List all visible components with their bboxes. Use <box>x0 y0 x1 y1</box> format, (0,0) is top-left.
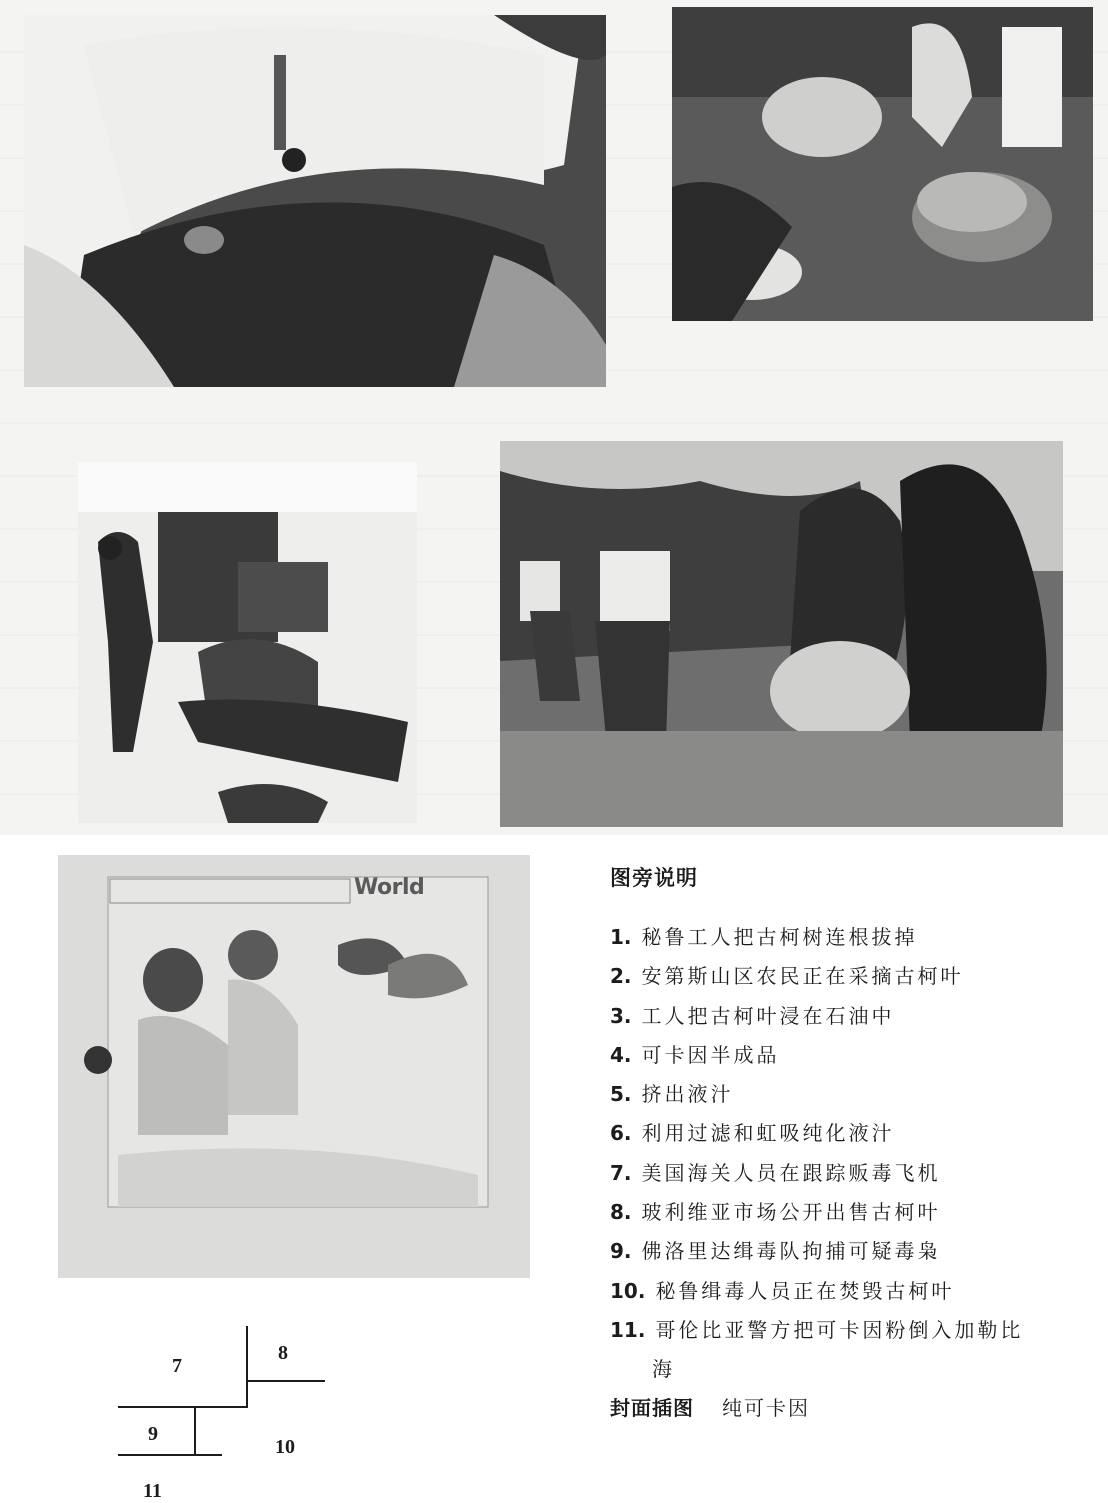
photo-7-cockpit <box>24 15 606 387</box>
cover-text: 纯可卡因 <box>722 1395 810 1420</box>
cover-label: 封面插图 <box>610 1395 694 1420</box>
caption-number: 3. <box>610 1003 632 1028</box>
caption-item <box>610 1193 1090 1232</box>
caption-text: 挤出液汁 <box>641 1082 734 1107</box>
caption-item <box>610 918 1090 957</box>
key-label-9: 9 <box>148 1423 158 1445</box>
photo-layout-key <box>110 1320 350 1500</box>
photo-9-arrest <box>78 462 417 823</box>
caption-text: 安第斯山区农民正在采摘古柯叶 <box>641 964 964 989</box>
photo-10-burning <box>500 441 1063 827</box>
caption-item <box>610 957 1090 996</box>
caption-item <box>610 997 1090 1036</box>
caption-number: 8. <box>610 1200 632 1225</box>
caption-item <box>610 1311 1090 1390</box>
caption-number: 4. <box>610 1042 632 1067</box>
key-line <box>118 1454 222 1456</box>
caption-number: 11. <box>610 1317 646 1342</box>
caption-item <box>610 1232 1090 1271</box>
caption-text-continuation: 海 <box>652 1357 675 1382</box>
caption-text: 秘鲁缉毒人员正在焚毁古柯叶 <box>655 1278 955 1303</box>
caption-list <box>610 918 1090 1390</box>
caption-heading: 图旁说明 <box>610 866 698 890</box>
key-line <box>248 1380 325 1382</box>
caption-text: 可卡因半成品 <box>641 1042 780 1067</box>
caption-number: 1. <box>610 925 632 949</box>
caption-text: 佛洛里达缉毒队拘捕可疑毒枭 <box>641 1239 941 1264</box>
key-line <box>118 1406 248 1408</box>
caption-text: 利用过滤和虹吸纯化液汁 <box>641 1121 895 1146</box>
key-label-10: 10 <box>275 1436 295 1458</box>
caption-number: 6. <box>610 1121 632 1146</box>
caption-number: 10. <box>610 1278 646 1303</box>
world-masthead: World <box>354 875 425 900</box>
photo-captions <box>610 862 1090 1421</box>
key-label-7: 7 <box>172 1355 182 1377</box>
key-label-8: 8 <box>278 1342 288 1364</box>
caption-number: 2. <box>610 964 632 989</box>
caption-text: 美国海关人员在跟踪贩毒飞机 <box>641 1160 941 1185</box>
caption-number: 5. <box>610 1082 632 1107</box>
key-line <box>194 1408 196 1456</box>
key-line <box>246 1326 248 1408</box>
caption-text: 玻利维亚市场公开出售古柯叶 <box>641 1200 941 1225</box>
caption-number: 9. <box>610 1239 632 1264</box>
caption-item <box>610 1075 1090 1114</box>
photo-8-market <box>672 7 1093 321</box>
caption-text: 工人把古柯叶浸在石油中 <box>641 1003 895 1028</box>
cover-note <box>610 1392 1090 1421</box>
photo-11-clipping <box>58 855 530 1278</box>
caption-text: 秘鲁工人把古柯树连根拔掉 <box>641 925 918 949</box>
caption-item <box>610 1154 1090 1193</box>
caption-text: 哥伦比亚警方把可卡因粉倒入加勒比 <box>655 1317 1024 1342</box>
caption-item <box>610 1114 1090 1153</box>
key-label-11: 11 <box>143 1480 162 1502</box>
caption-item <box>610 1036 1090 1075</box>
caption-item <box>610 1272 1090 1311</box>
caption-number: 7. <box>610 1160 632 1185</box>
